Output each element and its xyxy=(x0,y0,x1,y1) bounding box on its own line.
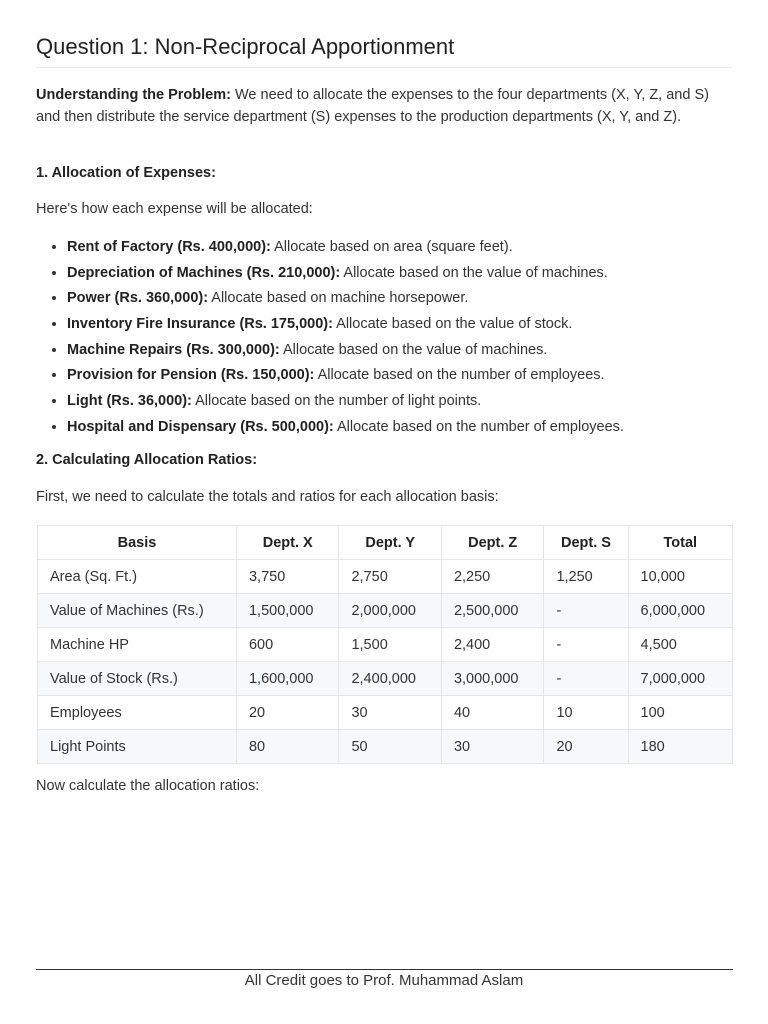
table-cell: - xyxy=(544,662,628,696)
expense-item xyxy=(67,236,747,262)
table-cell: 50 xyxy=(339,730,441,764)
table-cell: 3,750 xyxy=(236,560,338,594)
table-cell: 40 xyxy=(441,696,543,730)
expense-basis: Allocate based on the value of machines. xyxy=(340,264,608,281)
table-cell: 2,500,000 xyxy=(441,594,543,628)
expense-label: Power (Rs. 360,000): xyxy=(67,290,209,307)
table-cell: 1,600,000 xyxy=(236,662,338,696)
table-header-row xyxy=(38,526,733,560)
column-header: Basis xyxy=(38,526,237,560)
table-row xyxy=(38,730,733,764)
after-table-text: Now calculate the allocation ratios: xyxy=(36,778,260,794)
table-cell: 20 xyxy=(236,696,338,730)
table-cell: 2,000,000 xyxy=(339,594,441,628)
table-cell: 2,400 xyxy=(441,628,543,662)
table-cell: 2,750 xyxy=(339,560,441,594)
table-row xyxy=(38,662,733,696)
column-header: Dept. S xyxy=(544,526,628,560)
footer-credit: All Credit goes to Prof. Muhammad Aslam xyxy=(244,972,524,989)
table-row xyxy=(38,696,733,730)
section-heading-1 xyxy=(36,165,216,181)
expense-label: Inventory Fire Insurance (Rs. 175,000): xyxy=(67,316,333,333)
table-cell: 2,250 xyxy=(441,560,543,594)
expense-item xyxy=(67,416,747,442)
expense-label: Provision for Pension (Rs. 150,000): xyxy=(67,367,315,384)
expense-basis: Allocate based on machine horsepower. xyxy=(208,290,469,307)
table-cell: 180 xyxy=(628,730,732,764)
table-cell: 6,000,000 xyxy=(628,594,732,628)
expense-item xyxy=(67,313,747,339)
table-cell: - xyxy=(544,628,628,662)
table-cell: Employees xyxy=(38,696,237,730)
table-cell: 10 xyxy=(544,696,628,730)
column-header: Dept. Z xyxy=(441,526,543,560)
expense-label: Hospital and Dispensary (Rs. 500,000): xyxy=(67,418,334,435)
expense-item xyxy=(67,287,747,313)
table-cell: Area (Sq. Ft.) xyxy=(38,560,237,594)
table-cell: Value of Stock (Rs.) xyxy=(38,662,237,696)
column-header: Dept. Y xyxy=(339,526,441,560)
table-cell: 600 xyxy=(236,628,338,662)
expense-item xyxy=(67,390,747,416)
expense-basis: Allocate based on the number of light points. xyxy=(191,393,482,410)
footer-divider xyxy=(36,969,733,970)
table-cell: 2,400,000 xyxy=(339,662,441,696)
expense-label: Machine Repairs (Rs. 300,000): xyxy=(67,341,280,358)
table-cell: Light Points xyxy=(38,730,237,764)
expense-basis: Allocate based on the number of employees. xyxy=(333,418,624,435)
expense-basis: Allocate based on the number of employees. xyxy=(314,367,605,384)
expense-label: Light (Rs. 36,000): xyxy=(67,393,192,410)
intro-text: We need to allocate the expenses to the four departments (X, Y, Z, and S) and then distribute the service department (S) expenses to the production departments (X, Y, and Z). xyxy=(36,87,709,125)
table-cell: 10,000 xyxy=(628,560,732,594)
table-row xyxy=(38,560,733,594)
section-heading-2-text: 2. Calculating Allocation Ratios: xyxy=(36,452,258,468)
table-cell: 1,500,000 xyxy=(236,594,338,628)
expense-list xyxy=(48,236,747,442)
section-heading-1-text: 1. Allocation of Expenses: xyxy=(36,165,216,181)
table-cell: 7,000,000 xyxy=(628,662,732,696)
page-title: Question 1: Non-Reciprocal Apportionment xyxy=(36,34,455,59)
column-header: Total xyxy=(628,526,732,560)
table-cell: 30 xyxy=(339,696,441,730)
table-cell: 20 xyxy=(544,730,628,764)
expense-basis: Allocate based on the value of machines. xyxy=(279,341,548,358)
expense-basis: Allocate based on area (square feet). xyxy=(270,239,513,255)
intro-paragraph xyxy=(36,84,726,128)
section-2-intro: First, we need to calculate the totals and ratios for each allocation basis: xyxy=(36,489,499,505)
expense-item xyxy=(67,364,747,390)
column-header: Dept. X xyxy=(236,526,338,560)
table-row xyxy=(38,594,733,628)
expense-label: Rent of Factory (Rs. 400,000): xyxy=(67,239,271,255)
expense-basis: Allocate based on the value of stock. xyxy=(332,316,573,333)
table-cell: Machine HP xyxy=(38,628,237,662)
allocation-basis-table xyxy=(37,525,733,764)
expense-item xyxy=(67,262,747,288)
section-1-intro: Here's how each expense will be allocated: xyxy=(36,201,313,217)
table-cell: 1,500 xyxy=(339,628,441,662)
section-heading-2 xyxy=(36,452,257,468)
table-cell: Value of Machines (Rs.) xyxy=(38,594,237,628)
title-divider xyxy=(36,67,732,68)
expense-label: Depreciation of Machines (Rs. 210,000): xyxy=(67,264,341,281)
intro-label: Understanding the Problem: xyxy=(36,87,231,103)
table-cell: 80 xyxy=(236,730,338,764)
table-cell: 100 xyxy=(628,696,732,730)
table-cell: 4,500 xyxy=(628,628,732,662)
table-cell: 30 xyxy=(441,730,543,764)
table-cell: - xyxy=(544,594,628,628)
table-cell: 3,000,000 xyxy=(441,662,543,696)
expense-item xyxy=(67,339,747,365)
table-row xyxy=(38,628,733,662)
table-cell: 1,250 xyxy=(544,560,628,594)
